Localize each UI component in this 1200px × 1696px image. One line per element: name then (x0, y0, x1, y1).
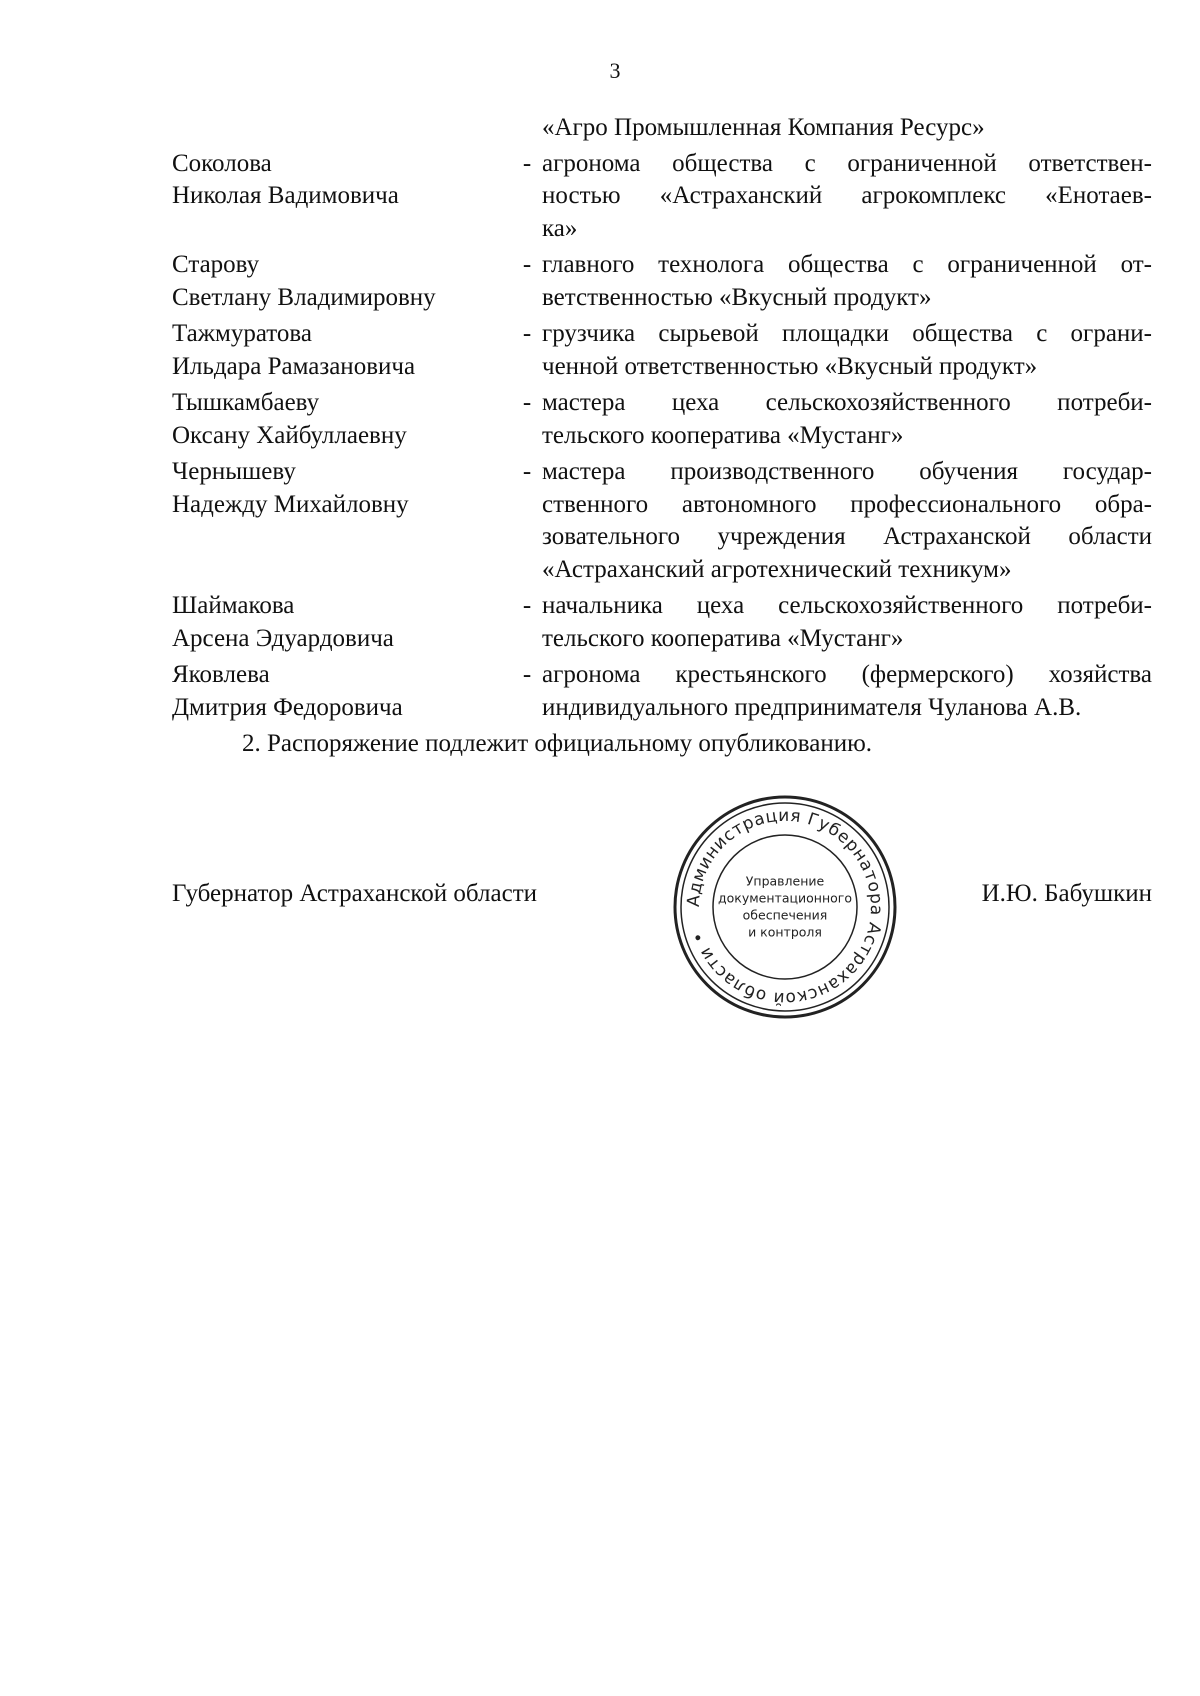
description-line: тельского кооператива «Мустанг» (542, 624, 904, 652)
description-line: мастера цеха сельскохозяйственного потреби- (542, 389, 1152, 416)
seal-center-text (718, 874, 852, 940)
person-name (172, 590, 512, 655)
person-name (172, 318, 512, 383)
person-name (172, 249, 512, 314)
description-line: начальника цеха сельскохозяйственного потреби- (542, 592, 1152, 619)
dash-separator: - (522, 149, 532, 177)
person-name (172, 387, 512, 452)
page-number: 3 (609, 58, 621, 83)
position-description (542, 590, 1152, 655)
description-line: ностью «Астраханский агрокомплекс «Енотаев- (542, 182, 1152, 209)
dash-separator: - (522, 592, 532, 619)
given-names: Светлану Владимировну (172, 283, 436, 311)
description-line: ветственностью «Вкусный продукт» (542, 283, 932, 311)
appointment-entry (172, 148, 1152, 246)
surname: Яковлева (172, 661, 270, 688)
position-description (542, 456, 1152, 586)
seal-center-line: Управление (745, 873, 825, 889)
seal-center-line: обеспечения (742, 907, 828, 923)
description-line: агронома общества с ограниченной ответствен- (542, 149, 1152, 177)
appointment-entry (172, 112, 1152, 145)
surname: Тышкамбаеву (172, 389, 320, 416)
description-line: ка» (542, 214, 578, 242)
description-line: ченной ответственностью «Вкусный продукт» (542, 352, 1038, 380)
position-description (542, 659, 1152, 724)
appointment-entry (172, 249, 1152, 314)
description-line: ственного автономного профессионального обра- (542, 490, 1152, 518)
appointment-entry (172, 659, 1152, 724)
surname: Чернышеву (172, 458, 296, 485)
dash-separator: - (522, 661, 532, 688)
entries-container (172, 112, 1152, 724)
appointment-entry (172, 318, 1152, 383)
paragraph-2: 2. Распоряжение подлежит официальному опубликованию. (242, 730, 873, 757)
dash-separator: - (522, 389, 532, 416)
description-line: зовательного учреждения Астраханской области (542, 523, 1152, 550)
description-line: агронома крестьянского (фермерского) хозяйства (542, 661, 1152, 688)
signatory-title: Губернатор Астраханской области (172, 880, 538, 907)
description-line: «Астраханский агротехнический техникум» (542, 555, 1012, 583)
description-line: тельского кооператива «Мустанг» (542, 421, 904, 449)
position-description (542, 387, 1152, 452)
seal-center-line: документационного (718, 890, 852, 906)
position-description (542, 112, 1152, 145)
seal-ring-text: Администрация Губернатора Астраханской области • (683, 805, 887, 1009)
signatory-name: И.Ю. Бабушкин (981, 880, 1152, 907)
appointment-entry (172, 456, 1152, 586)
position-description (542, 318, 1152, 383)
appointment-entry (172, 590, 1152, 655)
dash-separator: - (522, 320, 532, 347)
given-names: Николая Вадимовича (172, 182, 399, 209)
surname: Тажмуратова (172, 320, 312, 347)
official-seal (670, 792, 900, 1022)
given-names: Арсена Эдуардовича (172, 624, 394, 652)
surname: Старову (172, 251, 260, 278)
dash-separator: - (522, 458, 532, 485)
description-line: главного технолога общества с ограниченной от- (542, 251, 1152, 278)
surname: Шаймакова (172, 592, 295, 619)
surname: Соколова (172, 149, 272, 177)
description-line: индивидуального предпринимателя Чуланова А.В. (542, 693, 1082, 721)
appointment-entry (172, 387, 1152, 452)
position-description (542, 249, 1152, 314)
given-names: Надежду Михайловну (172, 490, 409, 518)
seal-center-line: и контроля (748, 924, 822, 940)
person-name (172, 456, 512, 521)
person-name (172, 659, 512, 724)
description-line: грузчика сырьевой площадки общества с ограни- (542, 320, 1152, 347)
dash-separator: - (522, 251, 532, 278)
description-line: «Агро Промышленная Компания Ресурс» (542, 114, 985, 141)
description-line: мастера производственного обучения государ- (542, 458, 1152, 485)
given-names: Ильдара Рамазановича (172, 352, 416, 380)
given-names: Дмитрия Федоровича (172, 693, 403, 721)
person-name (172, 148, 512, 213)
appointment-list (172, 112, 1152, 761)
given-names: Оксану Хайбуллаевну (172, 421, 407, 449)
position-description (542, 148, 1152, 246)
